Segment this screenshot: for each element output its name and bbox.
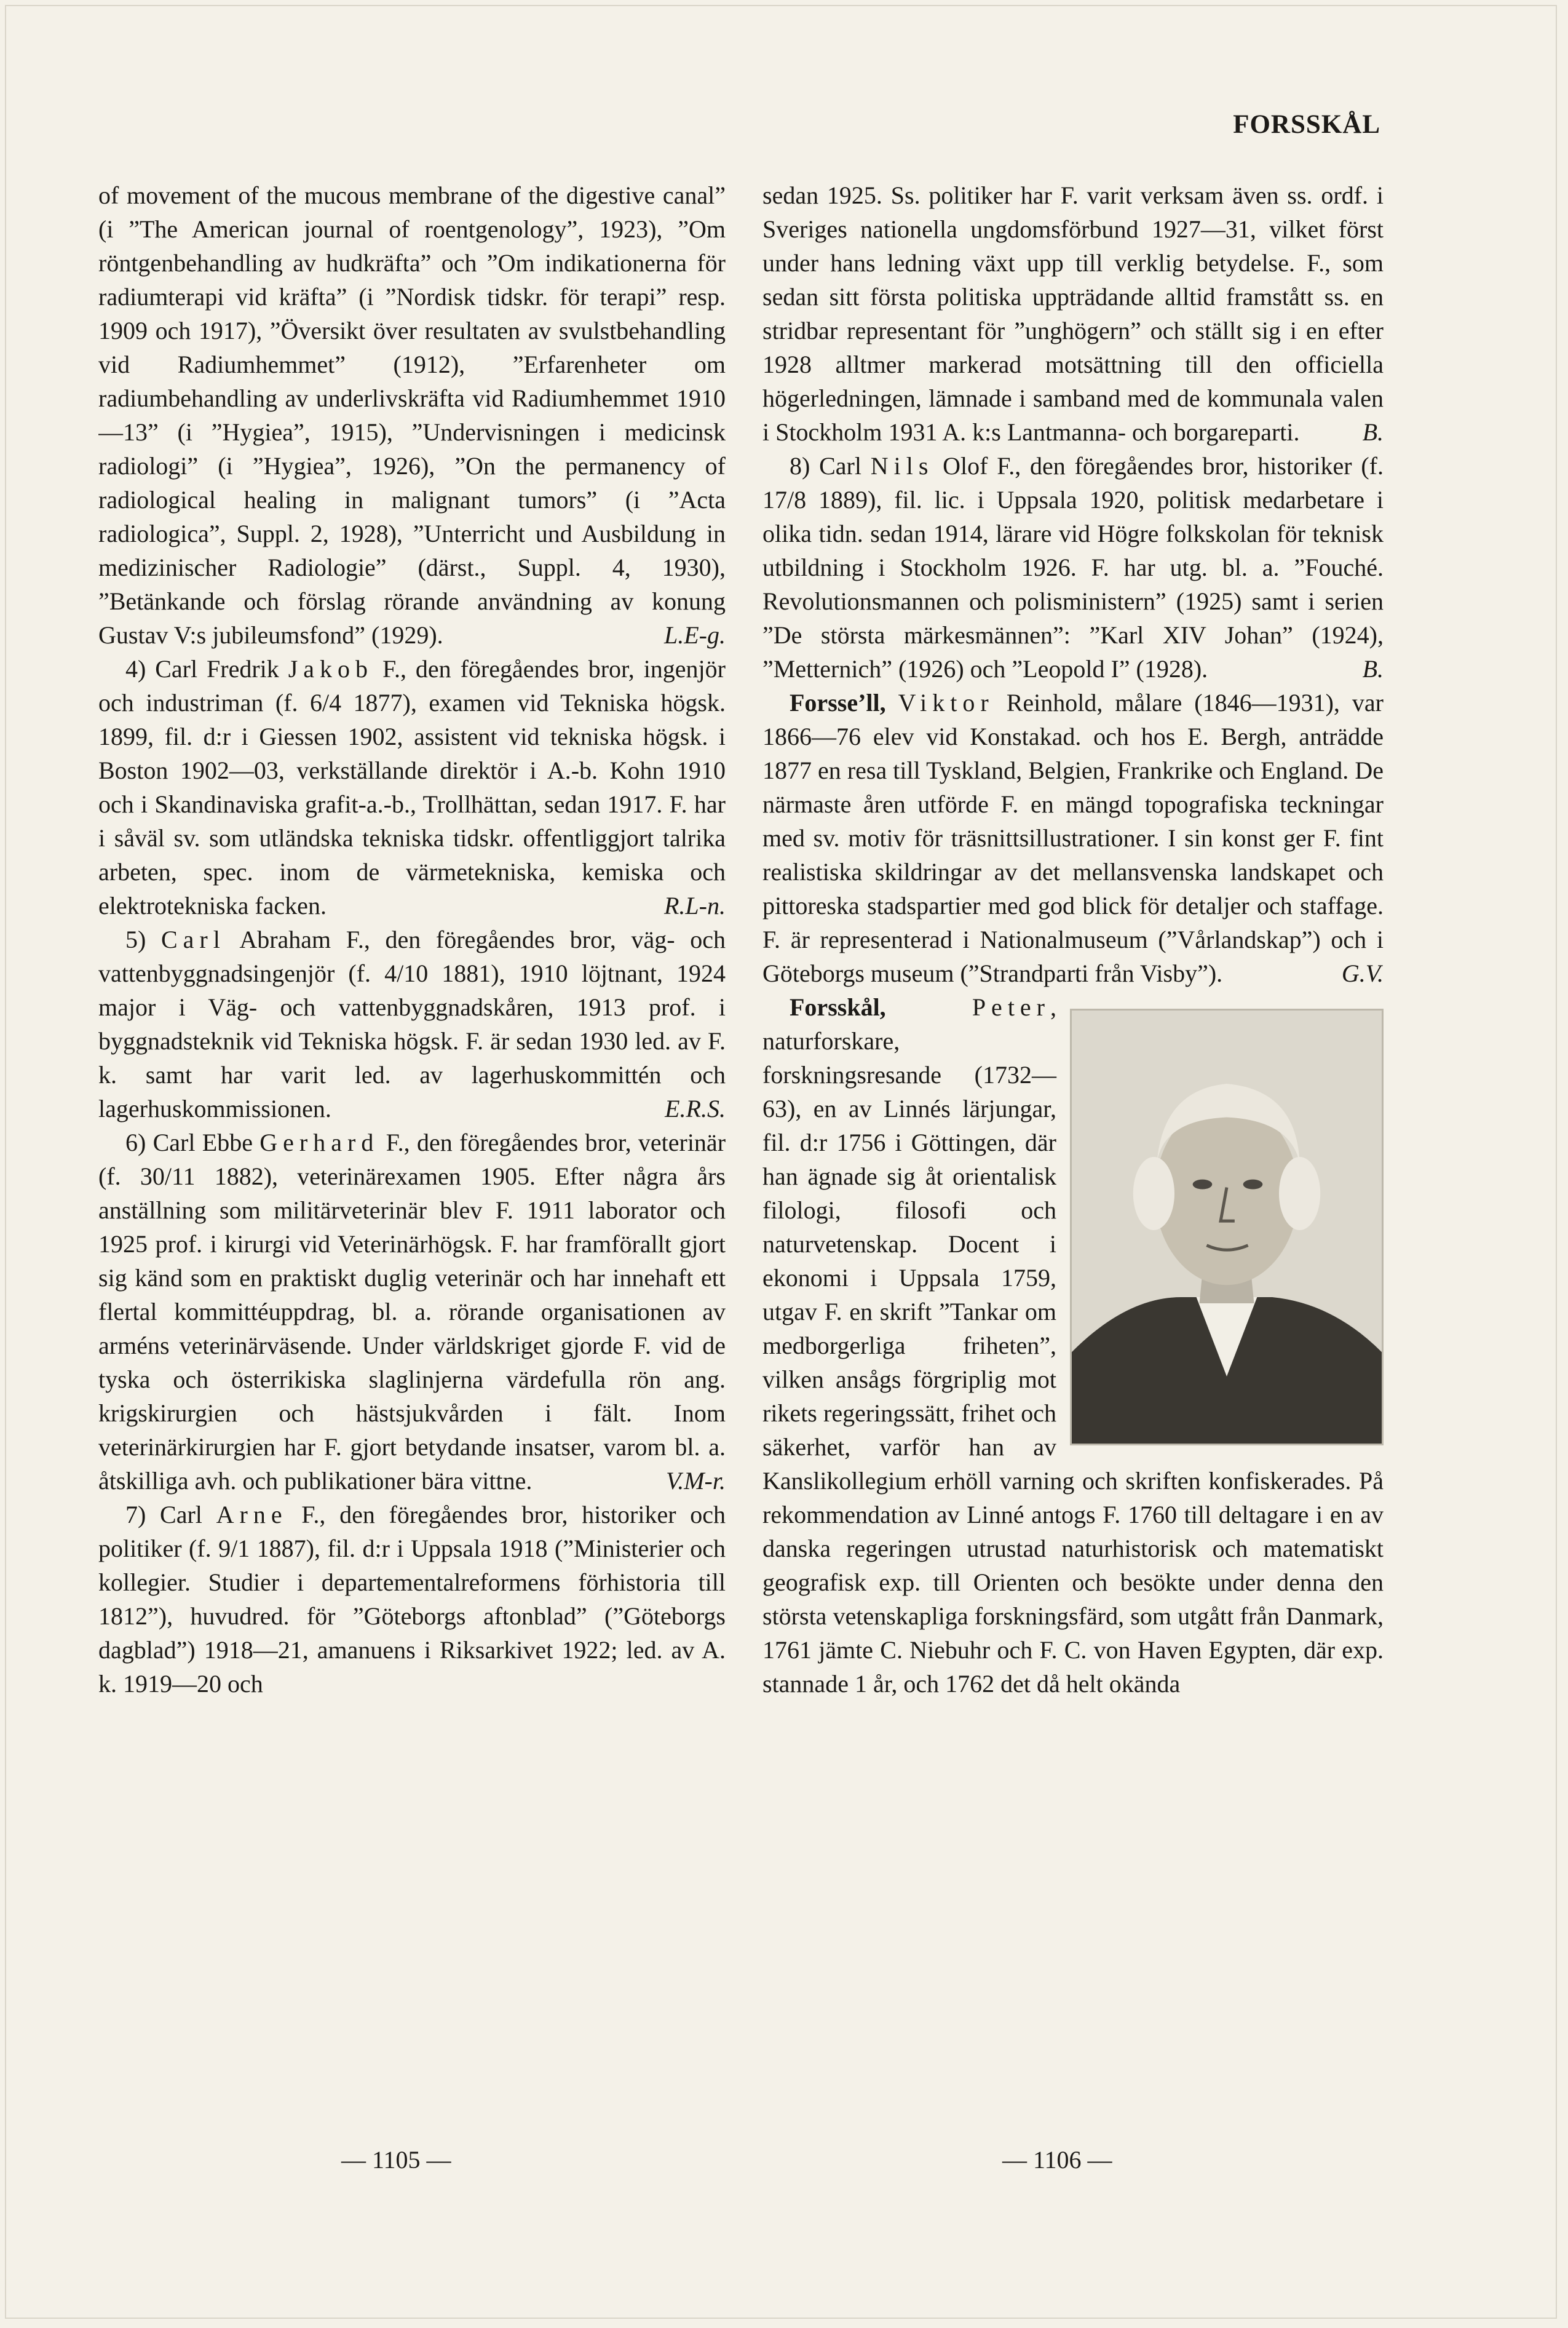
entry-name-spaced: Gerhard	[259, 1129, 379, 1156]
paragraph-text: F., den föregåendes bror, ingenjör och industriman (f. 6/4 1877), examen vid Tekniska högsk. 1899, fil. d:r i Giessen 1902, assistent vid tekniska högsk. i Boston 1902—03, verkställande direktör i A.-b. Kohn 1910 och i Skandinaviska grafit-a.-b., Trollhättan, sedan 1917. F. har i såväl sv. som utländska tekniska tidskr. offentliggjort talrika arbeten, spec. inom de värmetekniska, kemiska och elektrotekniska facken.	[98, 655, 726, 920]
author-signature: V.M-r.	[665, 1467, 726, 1495]
entry-paragraph	[98, 1498, 726, 1701]
entry-paragraph	[762, 449, 1384, 686]
page-number-left: — 1105 —	[341, 2146, 451, 2174]
paragraph-text: Abraham F., den föregåendes bror, väg- och vattenbyggnadsingenjör (f. 4/10 1881), 1910 löjtnant, 1924 major i Väg- och vattenbyggnadskåren, 1913 prof. i byggnadsteknik vid Tekniska högsk. F. är sedan 1930 led. av F. k. samt har varit led. av lagerhuskommittén och lagerhuskommissionen.	[98, 926, 726, 1122]
entry-lead: 5)	[125, 926, 161, 953]
paragraph-text: Olof F., den föregåendes bror, historiker (f. 17/8 1889), fil. lic. i Uppsala 1920, politisk medarbetare i olika tidn. sedan 1914, lärare vid Högre folkskolan för teknisk utbildning i Stockholm 1926. F. har utg. bl. a. ”Fouché. Revolutionsmannen och polisministern” (1925) samt i serien ”De största märkesmännen”: ”Karl XIV Johan” (1924), ”Metternich” (1926) och ”Leopold I” (1928).	[762, 452, 1384, 683]
paragraph-text: , naturforskare, forskningsresande (1732—63), en av Linnés lärjungar, fil. d:r 1756 i Göttingen, där han ägnade sig åt orientalisk filologi, filosofi och naturvetenskap. Docent i ekonomi i Uppsala 1759, utgav F. en skrift ”Tankar om medborgerliga friheten”, vilken ansågs förgriplig mot rikets regeringssätt, frihet och säkerhet, varför han av Kanslikollegium erhöll varning och skriften konfiskerades. På rekommendation av Linné antogs F. 1760 till deltagare i en av danska regeringen utrustad naturhistorisk och matematiskt geografisk exp. till Orienten och besökte under denna den största vetenskapliga forskningsfärd, som utgått från Danmark, 1761 jämte C. Niebuhr och F. C. von Haven Egypten, där exp. stannade 1 år, och 1762 det då helt okända	[762, 993, 1384, 1698]
entry-name-spaced: Carl	[160, 926, 226, 953]
entry-name-spaced: Arne	[216, 1501, 288, 1528]
portrait-engraving-icon	[1072, 1011, 1382, 1444]
left-column	[98, 178, 726, 2097]
entry-paragraph	[98, 923, 726, 1126]
author-signature: G.V.	[1341, 959, 1384, 987]
entry-name-spaced: Viktor	[898, 689, 994, 717]
author-signature: B.	[1362, 655, 1384, 683]
entry-name-spaced: Jakob	[288, 655, 374, 683]
entry-headword: Forsse’ll,	[790, 689, 886, 717]
author-signature: L.E-g.	[664, 621, 726, 649]
paragraph-continuation	[762, 178, 1384, 449]
paragraph-text: sedan 1925. Ss. politiker har F. varit verksam även ss. ordf. i Sveriges nationella ungdomsförbund 1927—31, vilket först under hans ledning växt upp till verklig betydelse. F., som sedan sitt första politiska uppträdande alltid framstått ss. en stridbar representant för ”unghögern” och ställt sig i en efter 1928 alltmer markerad motsättning till den officiella högerledningen, lämnade i samband med de kommunala valen i Stockholm 1931 A. k:s Lantmanna- och borgareparti.	[762, 181, 1384, 446]
entry-paragraph	[98, 1126, 726, 1498]
paragraph-text: Reinhold, målare (1846—1931), var 1866—76 elev vid Konstakad. och hos E. Bergh, anträdde 1877 en resa till Tyskland, Belgien, Frankrike och England. De närmaste åren utförde F. en mängd topografiska teckningar med sv. motiv för träsnittsillustrationer. I sin konst ger F. fint realistiska skildringar av det mellansvenska landskapet och pittoreska stadspartier med god blick för detaljer och staffage. F. är representerad i Nationalmuseum (”Vårlandskap”) och i Göteborgs museum (”Strandparti från Visby”).	[762, 689, 1384, 987]
entry-paragraph	[762, 686, 1384, 990]
entry-name-spaced: Peter	[972, 993, 1050, 1021]
author-signature: B.	[1362, 418, 1384, 446]
entry-headword: Forsskål,	[790, 993, 886, 1021]
right-column	[762, 178, 1384, 2097]
running-title: FORSSKÅL	[1233, 110, 1380, 139]
entry-name-spaced: Nils	[870, 452, 934, 480]
paragraph-continuation	[98, 178, 726, 652]
paragraph-text: F., den föregåendes bror, veterinär (f. 30/11 1882), veterinärexamen 1905. Efter några års anställning som militärveterinär blev F. 1911 laborator och 1925 prof. i kirurgi vid Veterinärhögsk. F. har framförallt gjort sig känd som en praktiskt duglig veterinär och har innehaft ett flertal kommittéuppdrag, bl. a. rörande organisationen av arméns veterinärväsende. Under världskriget gjorde F. vid de tyska och österrikiska slaglinjerna värdefulla rön ang. krigskirurgien och hästsjukvården i fält. Inom veterinärkirurgien har F. gjort betydande insatser, varom bl. a. åtskilliga avh. och publikationer bära vittne.	[98, 1129, 726, 1495]
entry-paragraph	[762, 990, 1384, 1701]
entry-lead: 6) Carl Ebbe	[125, 1129, 260, 1156]
entry-lead: 8) Carl	[790, 452, 871, 480]
entry-lead: 4) Carl Fredrik	[125, 655, 288, 683]
page-number-right: — 1106 —	[1002, 2146, 1112, 2174]
author-signature: R.L-n.	[664, 892, 726, 920]
paragraph-text: F., den föregåendes bror, historiker och politiker (f. 9/1 1887), fil. d:r i Uppsala 1918 (”Ministerier och kollegier. Studier i departementalreformens förhistoria till 1812”), huvudred. för ”Göteborgs aftonblad” (”Göteborgs dagblad”) 1918—21, amanuens i Riksarkivet 1922; led. av A. k. 1919—20 och	[98, 1501, 726, 1698]
entry-paragraph	[98, 652, 726, 923]
author-signature: E.R.S.	[665, 1095, 726, 1122]
entry-lead: 7) Carl	[125, 1501, 216, 1528]
paragraph-text: of movement of the mucous membrane of the digestive canal” (i ”The American journal of roentgenology”, 1923), ”Om röntgenbehandling av hudkräfta” och ”Om indikationerna för radiumterapi vid kräfta” (i ”Nordisk tidskr. för terapi” resp. 1909 och 1917), ”Översikt över resultaten av svulstbehandling vid Radiumhemmet” (1912), ”Erfarenheter om radiumbehandling av underlivskräfta vid Radiumhemmet 1910—13” (i ”Hygiea”, 1915), ”Undervisningen i medicinsk radiologi” (i ”Hygiea”, 1926), ”On the permanency of radiological healing in malignant tumors” (i ”Acta radiologica”, Suppl. 2, 1928), ”Unterricht und Ausbildung in medizinischer Radiologie” (därst., Suppl. 4, 1930), ”Betänkande och förslag rörande användning av konung Gustav V:s jubileumsfond” (1929).	[98, 181, 726, 649]
portrait-image	[1070, 1009, 1384, 1445]
